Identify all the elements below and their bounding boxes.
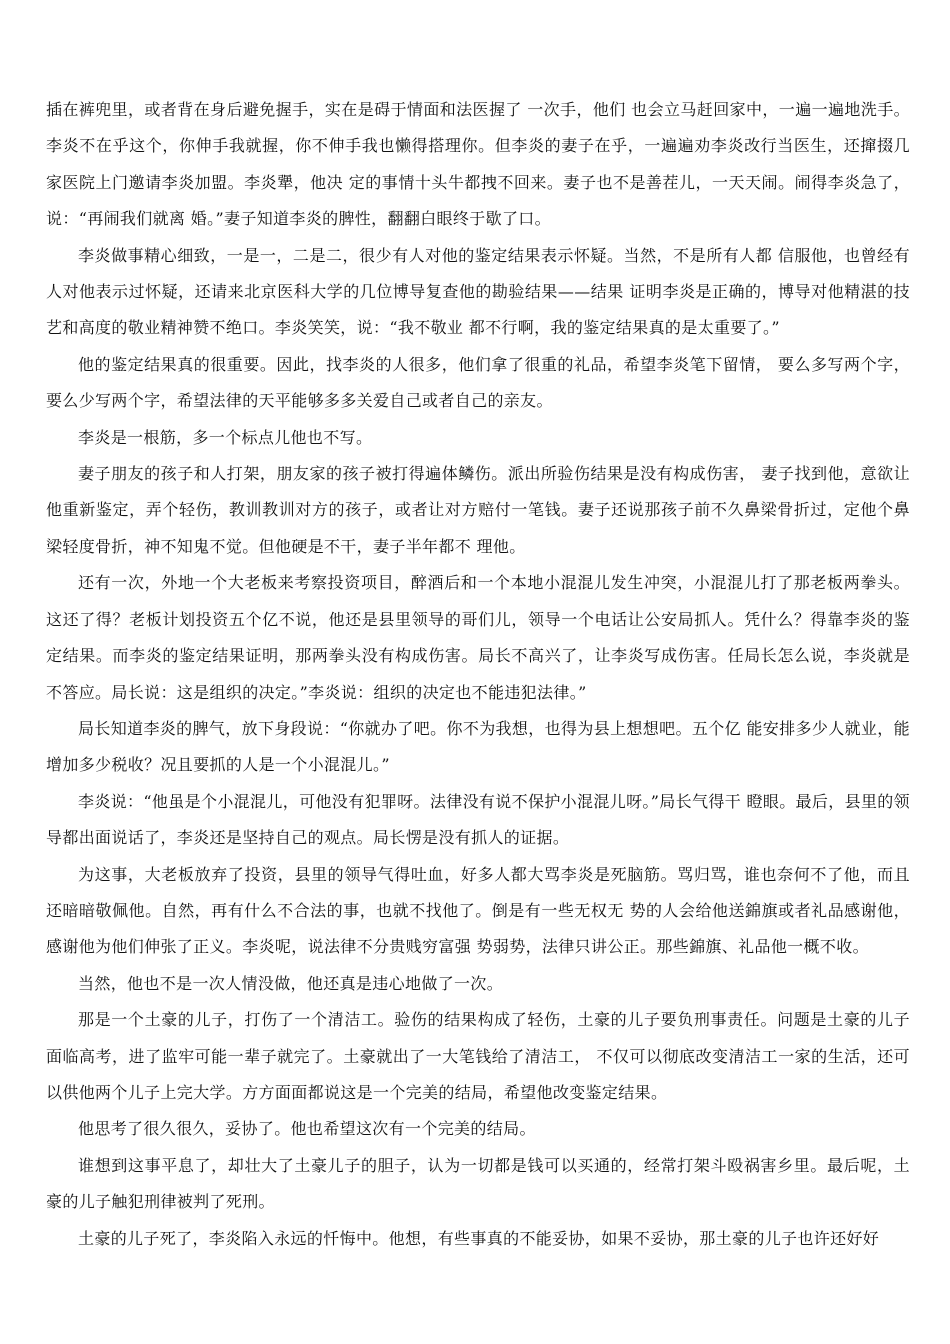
paragraph-13: 谁想到这事平息了，却壮大了土豪儿子的胆子，认为一切都是钱可以买通的，经常打架斗殴祸害乡里。最后呢，土豪的儿子触犯刑律被判了死刑。 xyxy=(46,1155,910,1212)
paragraph-3: 他的鉴定结果真的很重要。因此，找李炎的人很多，他们拿了很重的礼品，希望李炎笔下留情， 要么多写两个字，要么少写两个字，希望法律的天平能够多多关爱自己或者自己的亲友。 xyxy=(46,354,910,411)
paragraph-8: 李炎说：“他虽是个小混混儿，可他没有犯罪呀。法律没有说不保护小混混儿呀。”局长气得干 瞪眼。最后，县里的领导都出面说话了，李炎还是坚持自己的观点。局长愣是没有抓人的证据。 xyxy=(46,791,910,848)
paragraph-9: 为这事，大老板放弃了投资，县里的领导气得吐血，好多人都大骂李炎是死脑筋。骂归骂，谁也奈何不了他，而且还暗暗敬佩他。自然，再有什么不合法的事，也就不找他了。倒是有一些无权无 势的人会给他送錦旗或者礼品感谢他，感谢他为他们伸张了正义。李炎呢，说法律不分贵贱穷富强 势弱势，法律只讲公正。那些錦旗、礼品他一概不收。 xyxy=(46,864,910,957)
paragraph-2: 李炎做事精心细致，一是一，二是二，很少有人对他的鉴定结果表示怀疑。当然，不是所有人都 信服他，也曾经有人对他表示过怀疑，还请来北京医科大学的几位博导复查他的勘验结果——结果 证明李炎是正确的，博导对他精湛的技艺和高度的敬业精神赞不绝口。李炎笑笑，说：“我不敬业 都不行啊，我的鉴定结果真的是太重要了。” xyxy=(46,245,910,338)
document-page xyxy=(46,92,910,1257)
paragraph-14: 土豪的儿子死了，李炎陷入永远的忏悔中。他想，有些事真的不能妥协，如果不妥协，那土豪的儿子也许还好好 xyxy=(78,1228,880,1248)
paragraph-11: 那是一个土豪的儿子，打伤了一个清洁工。验伤的结果构成了轻伤，土豪的儿子要负刑事责任。问题是土豪的儿子面临高考，进了监牢可能一辈子就完了。土豪就出了一大笔钱给了清洁工， 不仅可以彻底改变清洁工一家的生活，还可以供他两个儿子上完大学。方方面面都说这是一个完美的结局，希望他改变鉴定结果。 xyxy=(46,1010,910,1102)
paragraph-6: 还有一次，外地一个大老板来考察投资项目，醉酒后和一个本地小混混儿发生冲突，小混混儿打了那老板两拳头。这还了得？老板计划投资五个亿不说，他还是县里领导的哥们儿，领导一个电话让公安局抓人。凭什么？得靠李炎的鉴定结果。而李炎的鉴定结果证明，那两拳头没有构成伤害。局长不高兴了，让李炎写成伤害。任局长怎么说，李炎就是不答应。局长说：这是组织的决定。”李炎说：组织的决定也不能违犯法律。” xyxy=(46,573,910,702)
paragraph-5: 妻子朋友的孩子和人打架，朋友家的孩子被打得遍体鳞伤。派出所验伤结果是没有构成伤害， 妻子找到他，意欲让他重新鉴定，弄个轻伤，教训教训对方的孩子，或者让对方赔付一笔钱。妻子还说那孩子前不久鼻梁骨折过，定他个鼻梁轻度骨折，神不知鬼不觉。但他硬是不干，妻子半年都不 理他。 xyxy=(46,464,910,556)
paragraph-7: 局长知道李炎的脾气，放下身段说：“你就办了吧。你不为我想，也得为县上想想吧。五个亿 能安排多少人就业，能增加多少税收？况且要抓的人是一个小混混儿。” xyxy=(46,718,910,775)
paragraph-12: 他思考了很久很久，妥协了。他也希望这次有一个完美的结局。 xyxy=(78,1119,536,1139)
paragraph-10: 当然，他也不是一次人情没做，他还真是违心地做了一次。 xyxy=(78,973,504,993)
paragraph-1: 插在裤兜里，或者背在身后避免握手，实在是碍于情面和法医握了 一次手，他们 也会立马赶回家中，一遍一遍地洗手。李炎不在乎这个，你伸手我就握，你不伸手我也懒得搭理你。但李炎的妻子在乎，一遍遍劝李炎改行当医生，还撺掇几家医院上门邀请李炎加盟。李炎犟，他决 定的事情十头牛都拽不回来。妻子也不是善茬儿，一天天闹。闹得李炎急了，说：“再闹我们就离 婚。”妻子知道李炎的脾性，翻翻白眼终于歇了口。 xyxy=(46,100,910,229)
paragraph-4: 李炎是一根筋，多一个标点儿他也不写。 xyxy=(78,427,373,447)
